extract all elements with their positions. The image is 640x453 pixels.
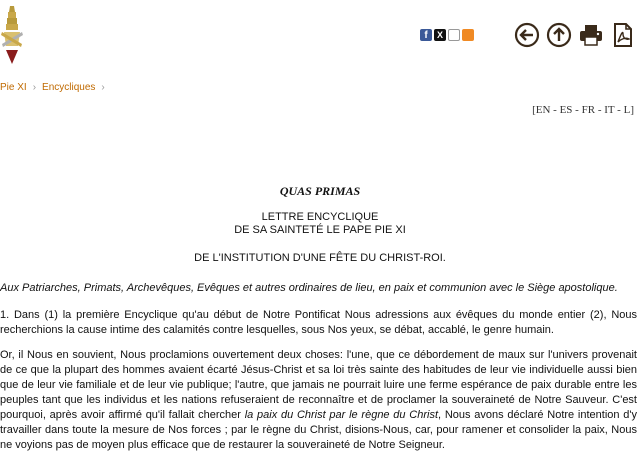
page-tools xyxy=(514,22,636,48)
lang-sep: - xyxy=(614,104,624,116)
lang-sep: - xyxy=(572,104,582,116)
paragraph-2-text-b: , Nous avons déclaré Notre intention d'y travailler dans toute la mesure de Nos forces ; par le règne du Christ, disions-Nous, car, pour ramener et consolider la paix, Nous ne voyions pas de moyen plus efficace que de restaurer la souveraineté de Notre Seigneur. xyxy=(0,409,637,451)
share-bar xyxy=(420,29,474,41)
breadcrumb-pie-xi[interactable]: Pie XI xyxy=(0,82,27,93)
document-title: QUAS PRIMAS xyxy=(279,184,361,198)
page-header xyxy=(0,0,640,72)
facebook-icon[interactable]: f xyxy=(420,29,432,41)
lang-fr[interactable]: FR xyxy=(581,104,596,116)
breadcrumb-separator: › xyxy=(32,82,37,93)
lang-it[interactable]: IT xyxy=(604,104,615,116)
x-twitter-icon[interactable]: X xyxy=(434,29,446,41)
language-bracket-open: [ xyxy=(532,104,536,116)
papal-coat-of-arms-icon[interactable] xyxy=(0,4,24,68)
back-arrow-icon[interactable] xyxy=(514,22,540,48)
rss-icon[interactable] xyxy=(462,29,474,41)
pdf-icon[interactable] xyxy=(610,22,636,48)
lang-en[interactable]: EN xyxy=(535,104,551,116)
document-subtitle-topic: DE L'INSTITUTION D'UNE FÊTE DU CHRIST-ROI. xyxy=(194,252,446,264)
paragraph-2-italic: la paix du Christ par le règne du Christ xyxy=(244,409,439,421)
lang-es[interactable]: ES xyxy=(559,104,573,116)
lang-sep: - xyxy=(550,104,560,116)
email-icon[interactable] xyxy=(448,29,460,41)
print-icon[interactable] xyxy=(578,22,604,48)
document-subtitle-author: DE SA SAINTETÉ LE PAPE PIE XI xyxy=(234,224,406,236)
breadcrumb-separator: › xyxy=(101,82,105,93)
breadcrumb xyxy=(0,82,111,93)
lang-la[interactable]: L xyxy=(623,104,631,116)
document-addressees: Aux Patriarches, Primats, Archevêques, Evêques et autres ordinaires de lieu, en paix et communion avec le Siège apostolique. xyxy=(0,282,618,294)
breadcrumb-encycliques[interactable]: Encycliques xyxy=(42,82,96,93)
up-arrow-icon[interactable] xyxy=(546,22,572,48)
document-subtitle-type: LETTRE ENCYCLIQUE xyxy=(261,211,379,223)
paragraph-2-text-a: Or, il Nous en souvient, Nous proclamions ouvertement deux choses: l'une, que ce débordement de maux sur l'univers provenait de ce que la plupart des hommes avaient écarté Jésus-Christ et sa loi très sainte des habitudes de leur vie individuelle aussi bien que de leur vie familiale et de leur vie publique; l'autre, que jamais ne pourrait luire une ferme espérance de paix durable entre les peuples tant que les individus et les nations refuseraient de reconnaître et de proclamer la souveraineté de Notre Sauveur. C'est pourquoi, après avoir affirmé qu'il fallait chercher xyxy=(0,349,637,421)
lang-sep: - xyxy=(595,104,605,116)
language-bracket-close: ] xyxy=(630,104,634,116)
paragraph-2 xyxy=(0,348,637,453)
paragraph-1: 1. Dans (1) la première Encyclique qu'au début de Notre Pontificat Nous adressions aux évêques du monde entier (2), Nous recherchions la cause intime des calamités contre lesquelles, sous Nos yeux, se débat, accablé, le genre humain. xyxy=(0,309,637,336)
language-selector xyxy=(532,104,634,116)
